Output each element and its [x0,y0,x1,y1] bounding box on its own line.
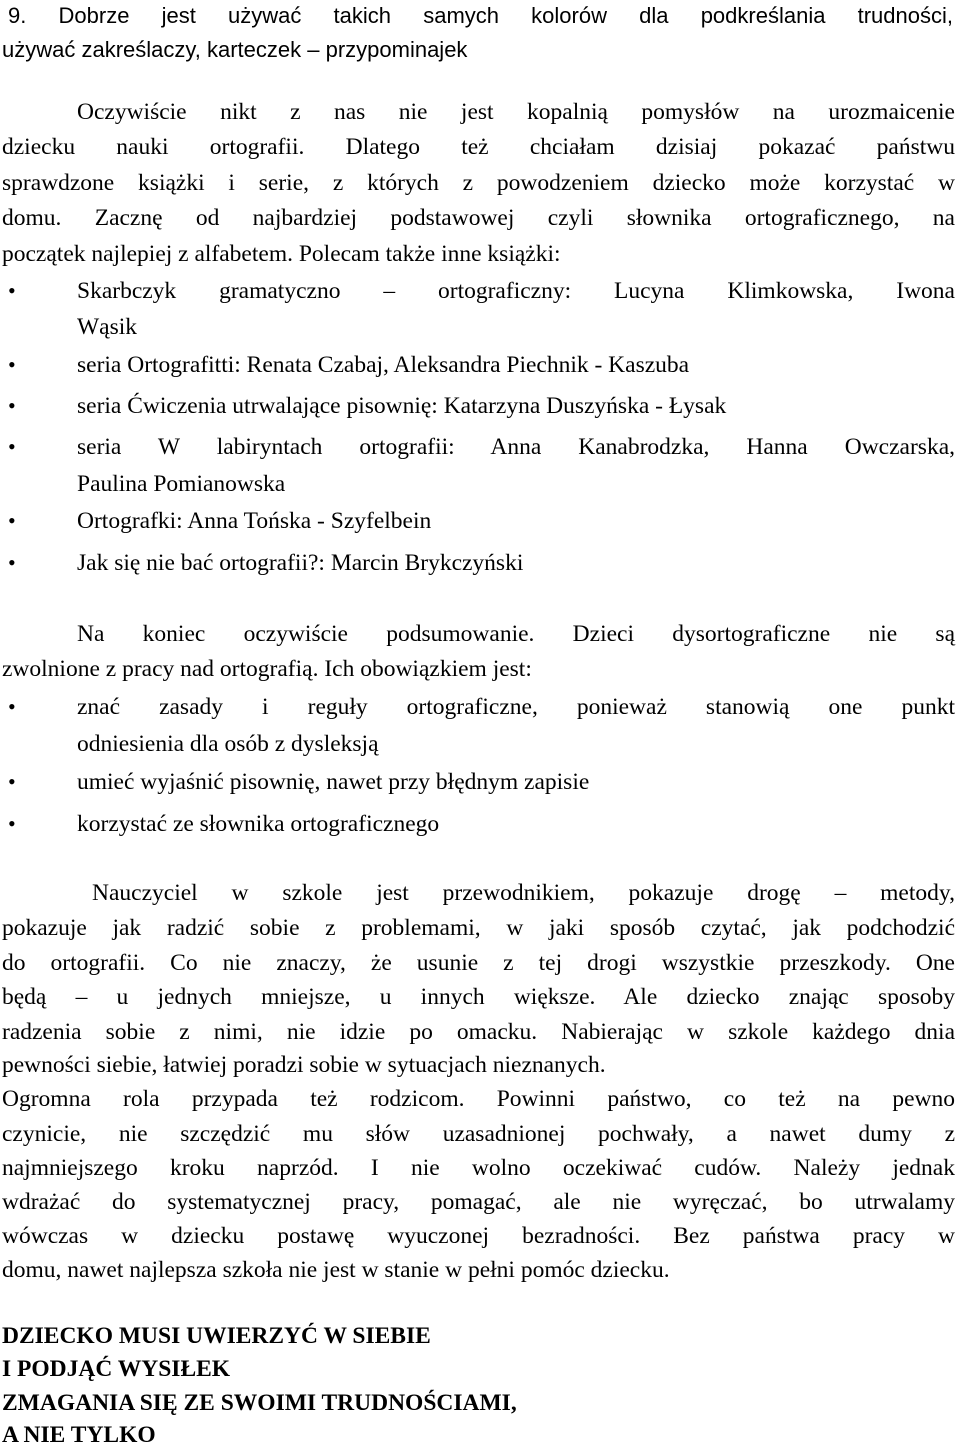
teacher-line-3: do ortografii. Co nie znaczy, że usunie z tej drogi wszystkie przeszkody. One [2,950,955,976]
book-1-line-1: Skarbczyk gramatyczno – ortograficzny: Lucyna Klimkowska, Iwona [77,278,955,304]
book-1-line-2: Wąsik [77,314,138,340]
duty-3: korzystać ze słownika ortograficznego [77,811,440,837]
point-9-line-2: używać zakreślaczy, karteczek – przypominajek [2,37,468,62]
summary-line-2: zwolnione z pracy nad ortografią. Ich obowiązkiem jest: [2,656,532,682]
duty-1-line-1: znać zasady i reguły ortograficzne, ponieważ stanowią one punkt [77,694,955,720]
bullet-icon: • [8,769,16,794]
bullet-icon: • [8,550,16,575]
summary-line-1: Na koniec oczywiście podsumowanie. Dzieci dysortograficzne nie są [77,621,955,647]
teacher-line-4: będą – u jednych mniejsze, u innych większe. Ale dziecko znając sposoby [2,984,955,1010]
intro-line-5: początek najlepiej z alfabetem. Polecam także inne książki: [2,241,561,267]
book-2: seria Ortografitti: Renata Czabaj, Aleksandra Piechnik - Kaszuba [77,352,690,378]
parents-line-5: wówczas w dziecku postawę wyuczonej bezradności. Bez państwa pracy w [2,1223,955,1249]
book-6: Jak się nie bać ortografii?: Marcin Brykczyński [77,550,524,576]
book-4-line-2: Paulina Pomianowska [77,471,286,497]
closing-line-2: I PODJĄĆ WYSIŁEK [2,1356,231,1382]
bullet-icon: • [8,434,16,459]
intro-line-2: dziecku nauki ortografii. Dlatego też chciałam dzisiaj pokazać państwu [2,134,955,160]
teacher-line-1: Nauczyciel w szkole jest przewodnikiem, pokazuje drogę – metody, [92,880,955,906]
duty-1-line-2: odniesienia dla osób z dysleksją [77,731,379,757]
book-5: Ortografki: Anna Tońska - Szyfelbein [77,508,432,534]
bullet-icon: • [8,393,16,418]
bullet-icon: • [8,811,16,836]
bullet-icon: • [8,694,16,719]
bullet-icon: • [8,352,16,377]
book-3: seria Ćwiczenia utrwalające pisownię: Katarzyna Duszyńska - Łysak [77,393,727,419]
intro-line-1: Oczywiście nikt z nas nie jest kopalnią pomysłów na urozmaicenie [77,99,955,125]
parents-line-2: czynicie, nie szczędzić mu słów uzasadnionej pochwały, a nawet dumy z [2,1121,955,1147]
intro-line-3: sprawdzone książki i serie, z których z powodzeniem dziecko może korzystać w [2,170,955,196]
parents-line-6: domu, nawet najlepsza szkoła nie jest w stanie w pełni pomóc dziecku. [2,1257,670,1283]
closing-line-3: ZMAGANIA SIĘ ZE SWOIMI TRUDNOŚCIAMI, [2,1390,517,1416]
intro-line-4: domu. Zacznę od najbardziej podstawowej czyli słownika ortograficznego, na [2,205,955,231]
teacher-line-6: pewności siebie, łatwiej poradzi sobie w sytuacjach nieznanych. [2,1052,606,1078]
closing-line-1: DZIECKO MUSI UWIERZYĆ W SIEBIE [2,1323,431,1349]
parents-line-4: wdrażać do systematycznej pracy, pomagać, ale nie wyręczać, bo utrwalamy [2,1189,955,1215]
point-9-line-1: 9. Dobrze jest używać takich samych kolorów dla podkreślania trudności, [8,3,953,28]
parents-line-1: Ogromna rola przypada też rodzicom. Powinni państwo, co też na pewno [2,1086,955,1112]
teacher-line-2: pokazuje jak radzić sobie z problemami, w jaki sposób czytać, jak podchodzić [2,915,955,941]
book-4-line-1: seria W labiryntach ortografii: Anna Kanabrodzka, Hanna Owczarska, [77,434,955,460]
bullet-icon: • [8,508,16,533]
teacher-line-5: radzenia sobie z nimi, nie idzie po omacku. Nabierając w szkole każdego dnia [2,1019,955,1045]
parents-line-3: najmniejszego kroku naprzód. I nie wolno oczekiwać cudów. Należy jednak [2,1155,955,1181]
closing-line-4: A NIE TYLKO [2,1422,156,1448]
bullet-icon: • [8,278,16,303]
duty-2: umieć wyjaśnić pisownię, nawet przy błędnym zapisie [77,769,590,795]
